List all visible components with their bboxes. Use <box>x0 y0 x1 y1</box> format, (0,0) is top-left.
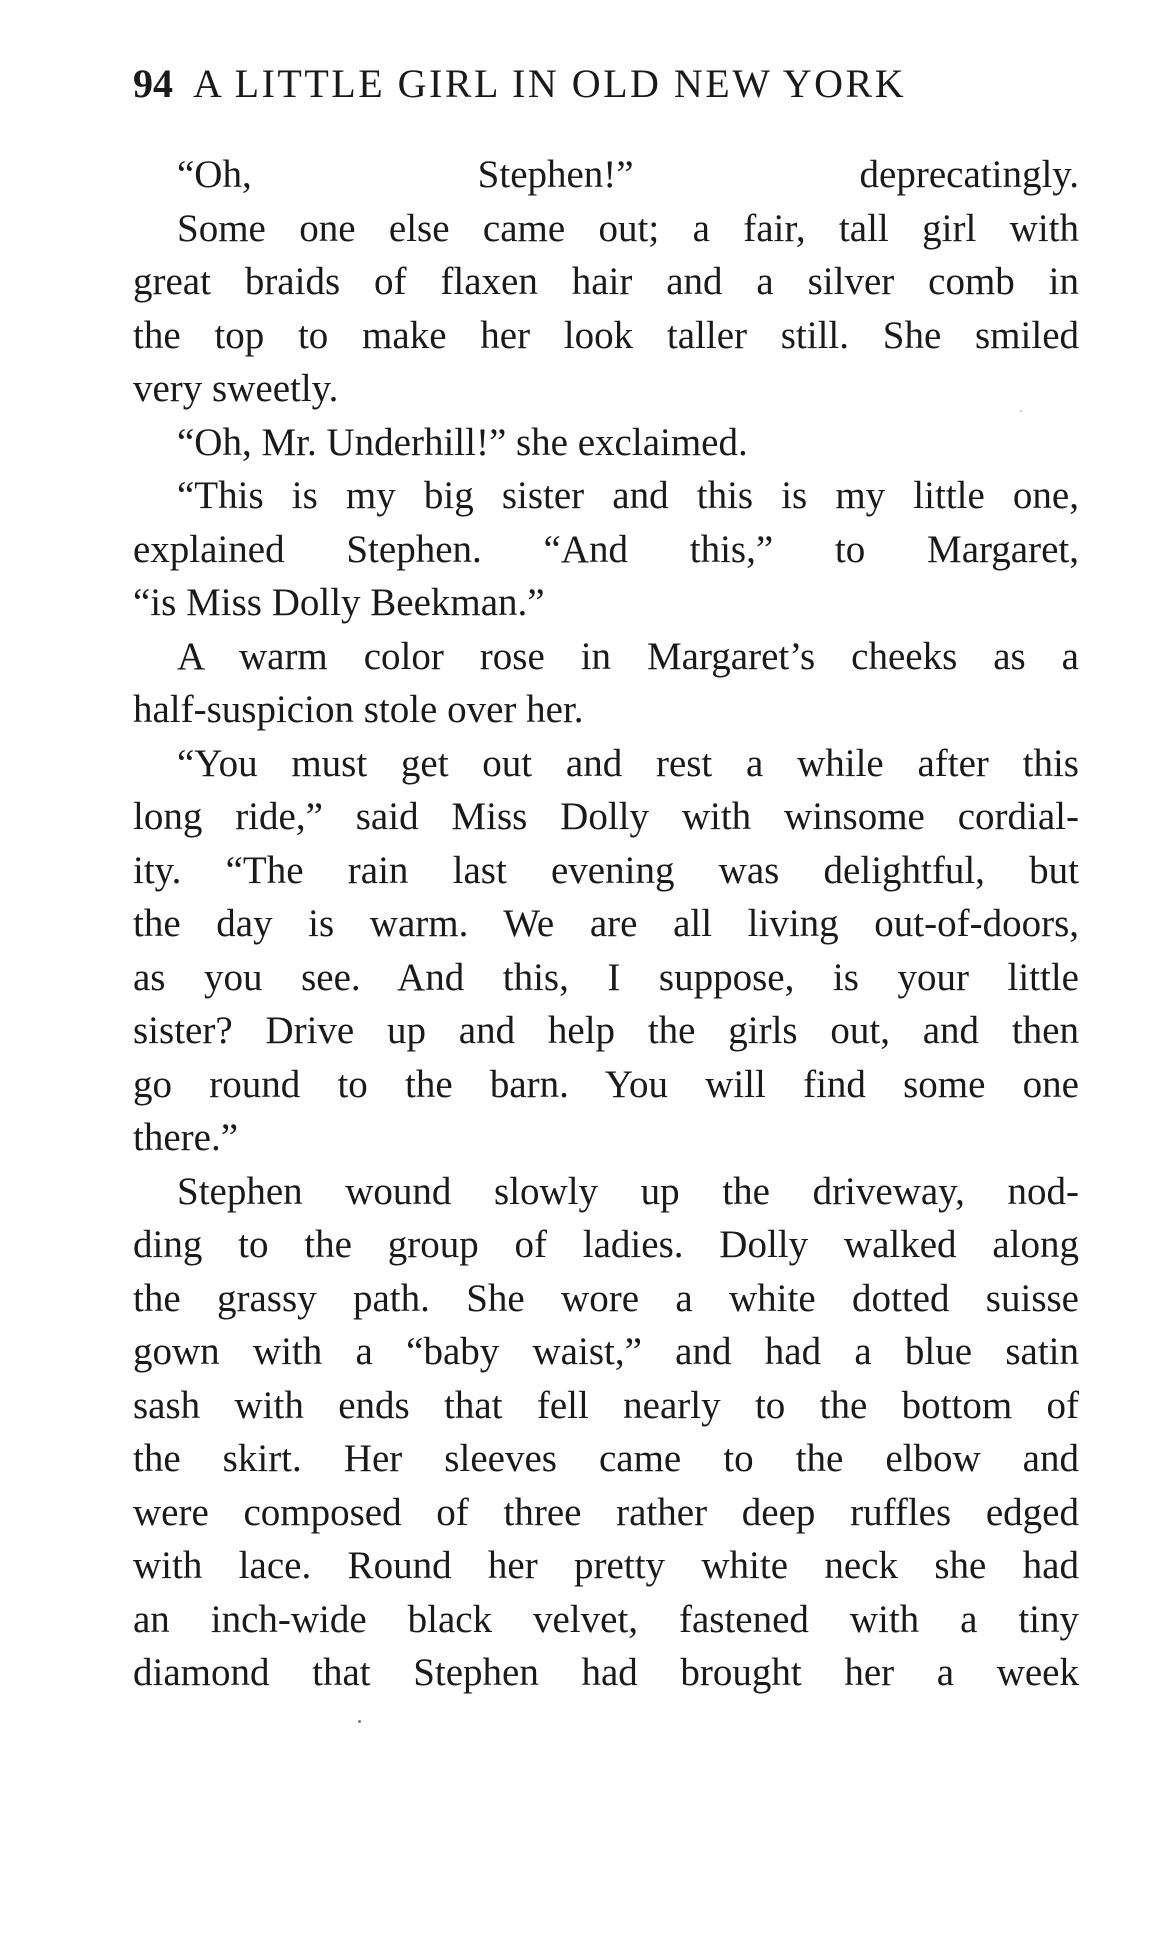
text-line: “Oh, Mr. Underhill!” she exclaimed. <box>177 420 748 464</box>
text-line: the top to make her look taller still. She smiled <box>133 313 1079 357</box>
text-line: gown with a “baby waist,” and had a blue satin <box>133 1330 1079 1373</box>
text-line: “is Miss Dolly Beekman.” <box>133 581 545 624</box>
text-line: sash with ends that fell nearly to the bottom of <box>133 1383 1079 1427</box>
text-line: ity. “The rain last evening was delightful, but <box>133 848 1079 892</box>
text-line: sister? Drive up and help the girls out, and then <box>133 1009 1079 1052</box>
text-line: Some one else came out; a fair, tall girl with <box>177 206 1079 250</box>
text-line: the skirt. Her sleeves came to the elbow and <box>133 1437 1079 1480</box>
page-number: 94 <box>133 61 173 106</box>
paper-speck <box>1020 410 1022 412</box>
text-line: an inch-wide black velvet, fastened with a tiny <box>133 1597 1079 1641</box>
text-line: ding to the group of ladies. Dolly walked along <box>133 1223 1079 1266</box>
text-line: go round to the barn. You will find some one <box>133 1062 1079 1106</box>
paper-speck <box>358 1720 361 1723</box>
text-line: explained Stephen. “And this,” to Margaret, <box>133 527 1079 571</box>
text-line: the grassy path. She wore a white dotted suisse <box>133 1276 1079 1320</box>
text-line: were composed of three rather deep ruffles edged <box>133 1490 1079 1534</box>
running-header <box>133 54 1093 114</box>
text-line: “Oh, Stephen!” deprecatingly. <box>177 153 1079 196</box>
text-line: there.” <box>133 1116 239 1159</box>
text-line: diamond that Stephen had brought her a week <box>133 1651 1079 1694</box>
text-line: very sweetly. <box>133 367 339 410</box>
text-line: Stephen wound slowly up the driveway, nod- <box>177 1169 1079 1213</box>
text-line: great braids of flaxen hair and a silver comb in <box>133 260 1079 303</box>
text-line: as you see. And this, I suppose, is your little <box>133 955 1079 999</box>
text-line: half-suspicion stole over her. <box>133 688 584 731</box>
text-line: “You must get out and rest a while after this <box>177 741 1079 785</box>
text-line: the day is warm. We are all living out-of-doors, <box>133 902 1079 945</box>
text-line: with lace. Round her pretty white neck she had <box>133 1544 1079 1587</box>
running-title: A LITTLE GIRL IN OLD NEW YORK <box>193 61 907 106</box>
body-text <box>133 148 1079 1700</box>
text-line: “This is my big sister and this is my little one, <box>177 474 1079 517</box>
text-line: A warm color rose in Margaret’s cheeks as a <box>177 634 1079 678</box>
text-line: long ride,” said Miss Dolly with winsome cordial- <box>133 795 1079 838</box>
